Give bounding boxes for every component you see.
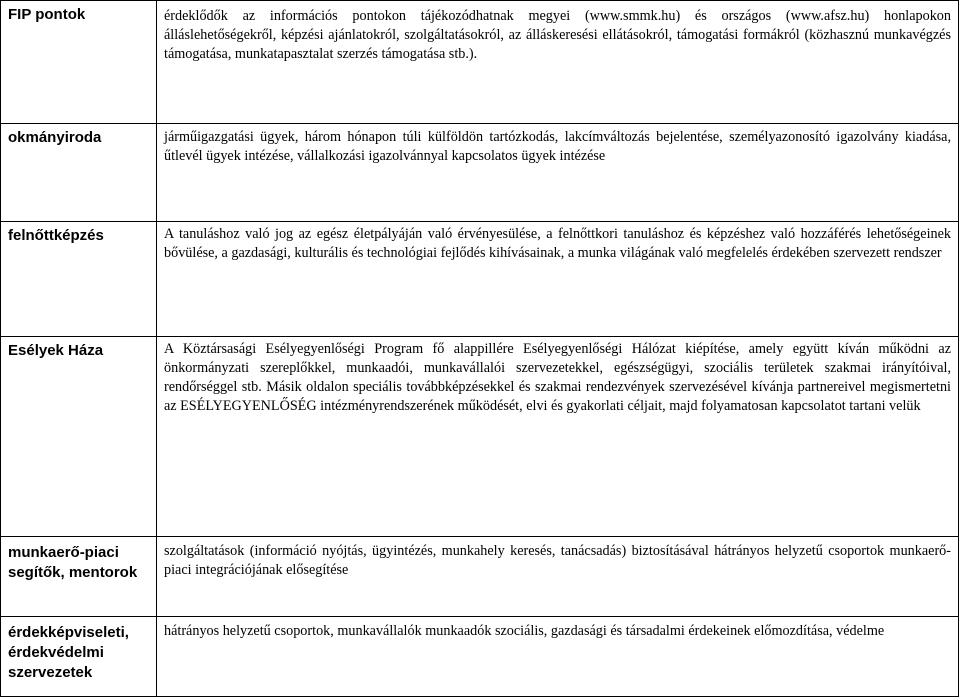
- definition-felnottkepzes: A tanuláshoz való jog az egész életpályáján való érvényesülése, a felnőttkori tanuláshoz és képzéshez való hozzáférés lehetőségeinek bővülése, a gazdasági, kulturális és technológiai fejlődés kihívásainak, a munka világának való megfelelés érdekében szervezett rendszer: [164, 226, 951, 261]
- term-cell: [1, 337, 157, 537]
- definition-cell: [157, 124, 959, 222]
- definition-cell: [157, 337, 959, 537]
- table-row: [1, 124, 959, 222]
- definition-fip-pontok: érdeklődők az információs pontokon tájékozódhatnak megyei (www.smmk.hu) és országos (www.afsz.hu) honlapokon álláslehetőségekről, képzési ajánlatokról, szolgáltatásokról, az álláskeresési ellátásokról, támogatási formákról (közhasznú munkavégzés támogatása, munkatapasztalat szerzés támogatása stb.).: [164, 8, 951, 62]
- term-cell: [1, 1, 157, 124]
- term-erdekkepviseleti-szervezetek: érdekképviseleti, érdekvédelmi szervezetek: [8, 624, 129, 681]
- term-cell: [1, 222, 157, 337]
- table-row: [1, 222, 959, 337]
- definition-erdekkepviseleti-szervezetek: hátrányos helyzetű csoportok, munkavállalók munkaadók szociális, gazdasági és társadalmi érdekeinek előmozdítása, védelme: [164, 623, 885, 639]
- definition-cell: [157, 537, 959, 617]
- definition-cell: [157, 222, 959, 337]
- table-row: [1, 617, 959, 697]
- term-okmanyiroda: okmányiroda: [8, 129, 102, 146]
- table-row: [1, 337, 959, 537]
- definition-cell: [157, 617, 959, 697]
- table-row: [1, 537, 959, 617]
- term-munkaeropiaci-segitok: munkaerő-piaci segítők, mentorok: [8, 544, 138, 581]
- term-felnottkepzes: felnőttképzés: [8, 227, 104, 244]
- term-cell: [1, 617, 157, 697]
- definition-munkaeropiaci-segitok: szolgáltatások (információ nyójtás, ügyintézés, munkahely keresés, tanácsadás) biztosításával hátrányos helyzetű csoportok munkaerő-piaci integrációjának elősegítése: [164, 543, 951, 578]
- table-row: [1, 1, 959, 124]
- term-cell: [1, 124, 157, 222]
- definition-okmanyiroda: járműigazgatási ügyek, három hónapon túli külföldön tartózkodás, lakcímváltozás bejelentése, személyazonosító igazolvány kiadása, űtlevél ügyek intézése, vállalkozási igazolvánnyal kapcsolatos ügyek intézése: [164, 129, 951, 164]
- definition-cell: [157, 1, 959, 124]
- term-cell: [1, 537, 157, 617]
- definition-eselyek-haza: A Köztársasági Esélyegyenlőségi Program fő alappillére Esélyegyenlőségi Hálózat kiépítése, amely együtt kíván működni az önkormányzati szereplőkkel, munkaadói, munkavállalói szervezetekkel, egészségügyi, szociális területek szakmai irányítóival, rendőrséggel stb. Másik oldalon speciális továbbképzésekkel és szakmai rendezvények szervezésével kívánja partnereivel megismertetni az ESÉLYEGYENLŐSÉG intézményrendszerének működését, elvi és gyakorlati céljait, majd folyamatosan kapcsolatot tartani velük: [164, 341, 951, 414]
- term-eselyek-haza: Esélyek Háza: [8, 342, 104, 359]
- term-fip-pontok: FIP pontok: [8, 6, 86, 23]
